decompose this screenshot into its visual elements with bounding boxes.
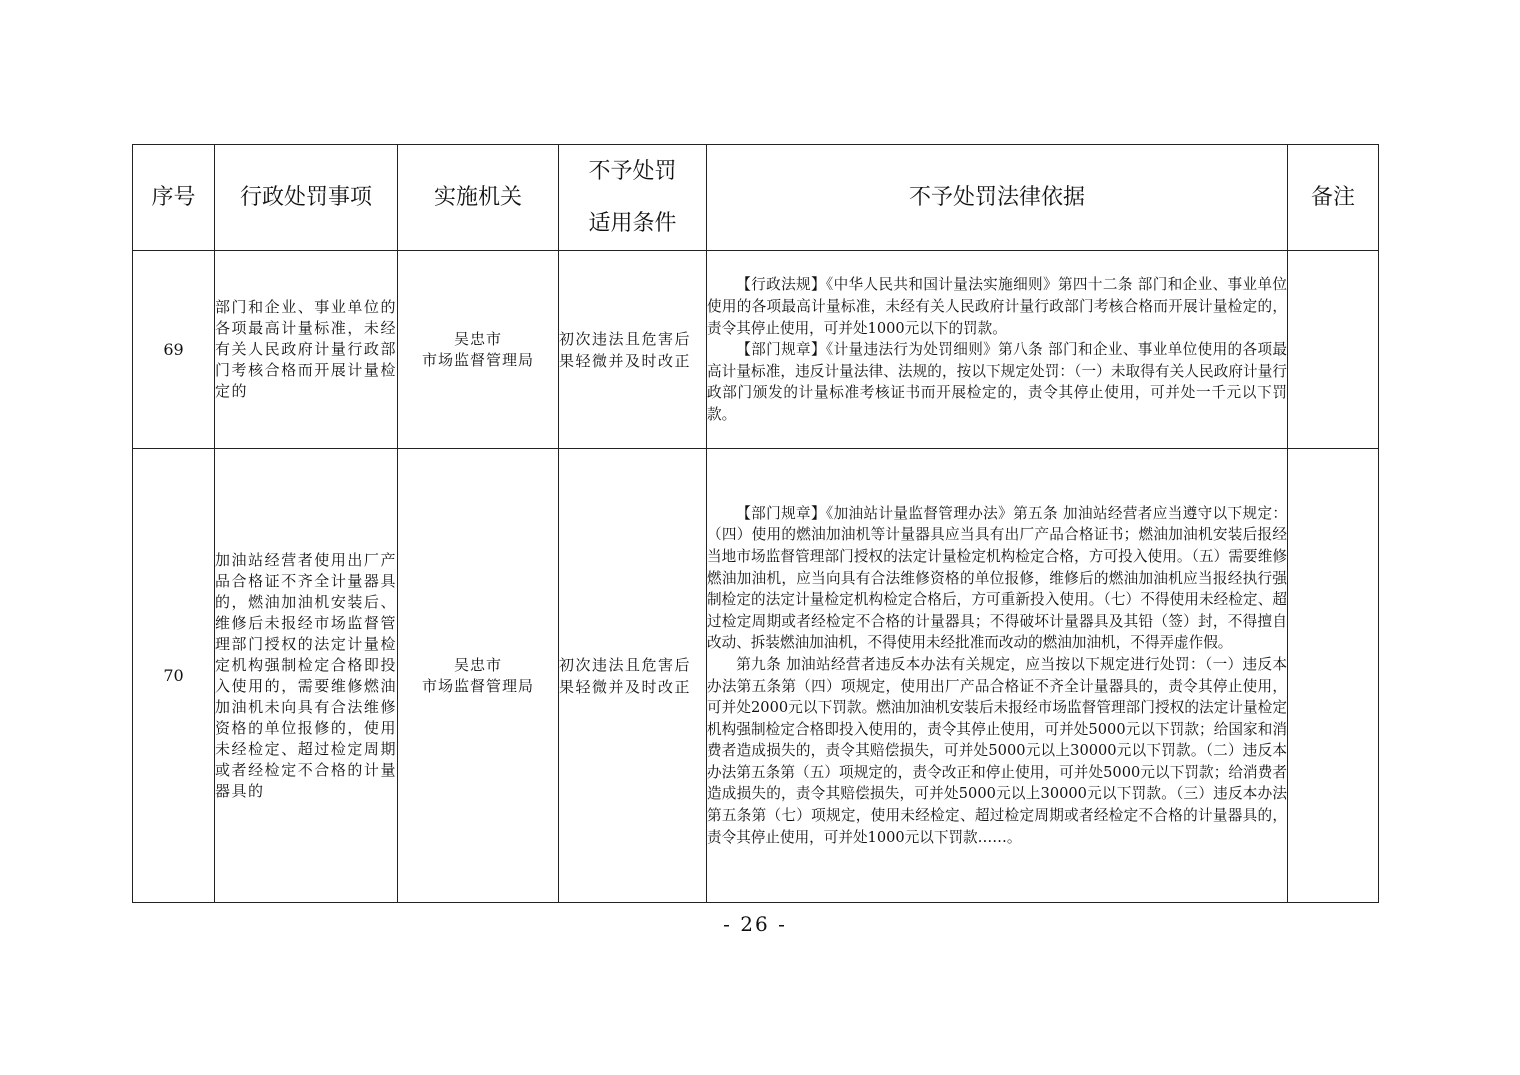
row-agency	[398, 251, 559, 449]
row-basis	[707, 449, 1288, 903]
header-basis: 不予处罚法律依据	[707, 145, 1288, 251]
agency-line2: 市场监督管理局	[421, 676, 534, 695]
basis-paragraph: 【行政法规】《中华人民共和国计量法实施细则》第四十二条 部门和企业、事业单位使用的各项最高计量标准，未经有关人民政府计量行政部门考核合格而开展计量检定的，责令其停止使用，可并处1000元以下的罚款。	[707, 276, 1287, 337]
table-row	[133, 251, 1379, 449]
agency-line1: 吴忠市	[453, 329, 502, 348]
table-row	[133, 449, 1379, 903]
agency-line2: 市场监督管理局	[421, 350, 534, 369]
basis-paragraph: 第九条 加油站经营者违反本办法有关规定，应当按以下规定进行处罚：（一）违反本办法第五条第（四）项规定，使用出厂产品合格证不齐全计量器具的，责令其停止使用，可并处2000元以下罚款。燃油加油机安装后未报经市场监督管理部门授权的法定计量检定机构强制检定合格即投入使用的，责令其停止使用，可并处5000元以下罚款；给国家和消费者造成损失的，责令其赔偿损失，可并处5000元以上30000元以下罚款。（二）违反本办法第五条第（五）项规定的，责令改正和停止使用，可并处5000元以下罚款；给消费者造成损失的，责令其赔偿损失，可并处5000元以上30000元以下罚款。（三）违反本办法第五条第（七）项规定，使用未经检定、超过检定周期或者经检定不合格的计量器具的，责令其停止使用，可并处1000元以下罚款……。	[707, 655, 1287, 846]
header-condition	[559, 145, 707, 251]
row-item: 加油站经营者使用出厂产品合格证不齐全计量器具的，燃油加油机安装后、维修后未报经市场监督管理部门授权的法定计量检定机构强制检定合格即投入使用的，需要维修燃油加油机未向具有合法维修资格的单位报修的，使用未经检定、超过检定周期或者经检定不合格的计量器具的	[215, 449, 398, 903]
row-condition: 初次违法且危害后果轻微并及时改正	[559, 251, 707, 449]
penalty-table	[132, 144, 1379, 903]
table-header-row	[133, 145, 1379, 251]
page-number: - 26 -	[723, 912, 787, 936]
header-item: 行政处罚事项	[215, 145, 398, 251]
header-note: 备注	[1288, 145, 1379, 251]
row-note	[1288, 251, 1379, 449]
row-note	[1288, 449, 1379, 903]
row-agency	[398, 449, 559, 903]
row-condition: 初次违法且危害后果轻微并及时改正	[559, 449, 707, 903]
basis-paragraph: 【部门规章】《加油站计量监督管理办法》第五条 加油站经营者应当遵守以下规定：（四）使用的燃油加油机等计量器具应当具有出厂产品合格证书；燃油加油机安装后报经当地市场监督管理部门授权的法定计量检定机构检定合格，方可投入使用。（五）需要维修燃油加油机，应当向具有合法维修资格的单位报修，维修后的燃油加油机应当报经执行强制检定的法定计量检定机构检定合格后，方可重新投入使用。（七）不得使用未经检定、超过检定周期或者经检定不合格的计量器具；不得破坏计量器具及其铅（签）封，不得擅自改动、拆装燃油加油机，不得使用未经批准而改动的燃油加油机，不得弄虚作假。	[707, 504, 1287, 652]
row-basis	[707, 251, 1288, 449]
basis-paragraph: 【部门规章】《计量违法行为处罚细则》第八条 部门和企业、事业单位使用的各项最高计量标准，违反计量法律、法规的，按以下规定处罚：（一）未取得有关人民政府计量行政部门颁发的计量标准考核证书而开展检定的，责令其停止使用，可并处一千元以下罚款。	[707, 341, 1287, 423]
header-condition-line1: 不予处罚	[588, 158, 677, 184]
row-seq: 69	[133, 251, 215, 449]
agency-line1: 吴忠市	[453, 655, 502, 674]
header-seq: 序号	[133, 145, 215, 251]
header-condition-line2: 适用条件	[588, 210, 677, 236]
row-seq: 70	[133, 449, 215, 903]
row-item: 部门和企业、事业单位的各项最高计量标准，未经有关人民政府计量行政部门考核合格而开展计量检定的	[215, 251, 398, 449]
header-agency: 实施机关	[398, 145, 559, 251]
